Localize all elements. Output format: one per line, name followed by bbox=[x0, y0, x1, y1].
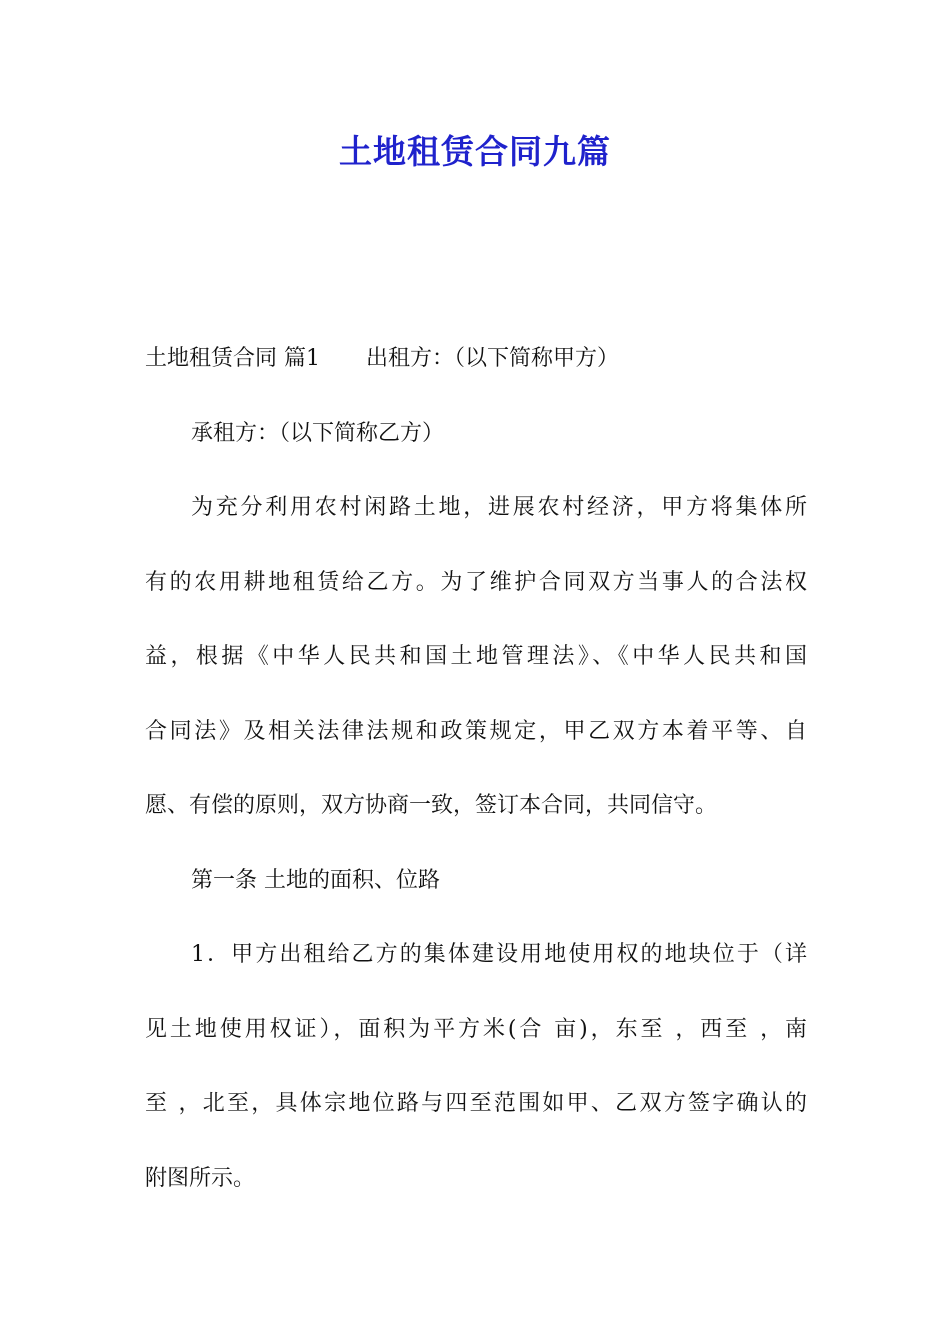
clause-line: 至 ，北至，具体宗地位路与四至范围如甲、乙双方签字确认的 bbox=[145, 1091, 807, 1116]
preamble-line: 愿、有偿的原则，双方协商一致，签订本合同，共同信守。 bbox=[145, 793, 718, 818]
preamble-line: 合同法》及相关法律法规和政策规定，甲乙双方本着平等、自 bbox=[145, 718, 807, 744]
preamble-line: 益，根据《中华人民共和国土地管理法》、《中华人民共和国 bbox=[145, 644, 807, 669]
section-label: 土地租赁合同 篇1 bbox=[145, 346, 320, 371]
document-title: 土地租赁合同九篇 bbox=[339, 132, 611, 171]
article-heading: 第一条 土地的面积、位路 bbox=[191, 867, 440, 893]
lessee-line: 承租方：（以下简称乙方） bbox=[191, 420, 445, 446]
preamble-line: 为充分利用农村闲路土地，进展农村经济，甲方将集体所 bbox=[191, 495, 807, 520]
heading-line bbox=[145, 334, 807, 409]
clause-line: 1．甲方出租给乙方的集体建设用地使用权的地块位于（详 bbox=[191, 942, 807, 967]
lessor-line: 出租方：（以下简称甲方） bbox=[366, 346, 620, 371]
document-body bbox=[145, 334, 807, 1228]
preamble-line: 有的农用耕地租赁给乙方。为了维护合同双方当事人的合法权 bbox=[145, 569, 807, 595]
clause-line: 附图所示。 bbox=[145, 1165, 256, 1191]
clause-line: 见土地使用权证），面积为平方米(合 亩)，东至 ，西至 ，南 bbox=[145, 1016, 807, 1042]
